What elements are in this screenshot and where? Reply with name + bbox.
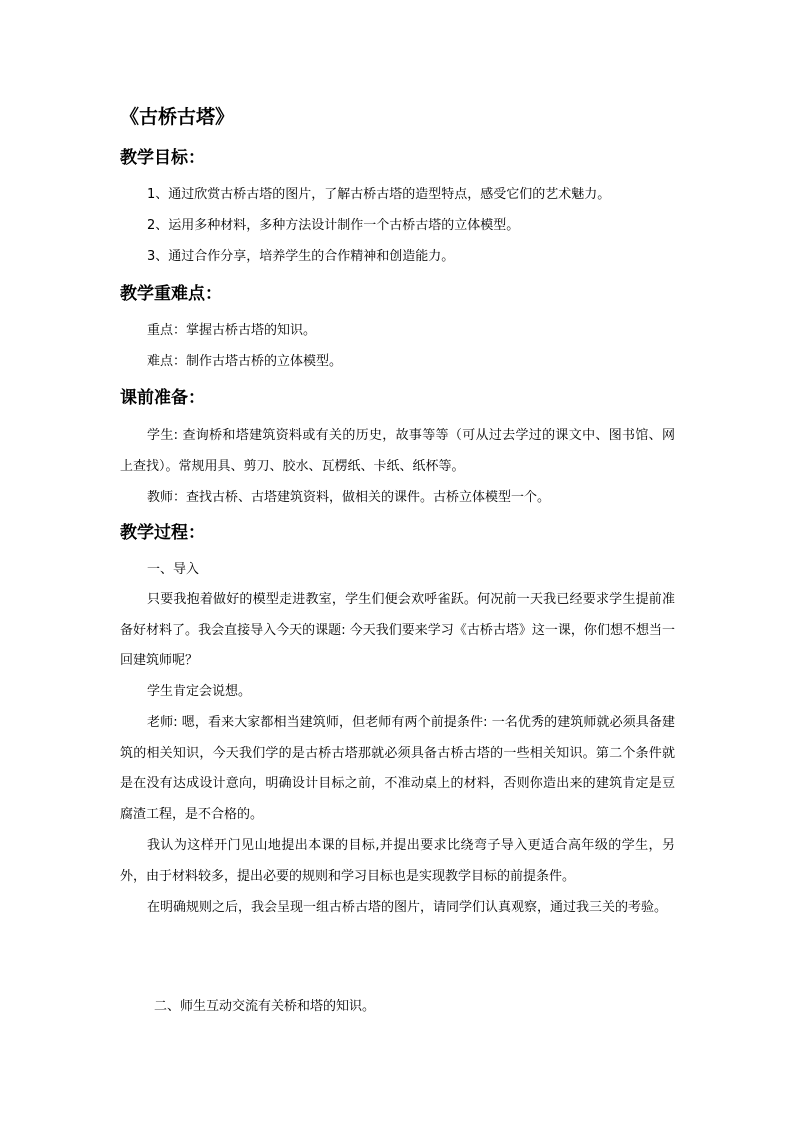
- process-step-2-title: 二、师生互动交流有关桥和塔的知识。: [154, 999, 376, 1014]
- preparation-heading: 课前准备：: [120, 388, 205, 408]
- process-heading: 教学过程：: [120, 523, 205, 543]
- process-paragraph-3: 老师: 嗯，看来大家都相当建筑师，但老师有两个前提条件: 一名优秀的建筑师就必须具备建筑的相关知识，今天我们学的是古桥古塔那就必须具备古桥古塔的一些相关知识。第二个条件就是在没有达成设计意向，明确设计目标之前，不准动桌上的材料，否则你造出来的建筑肯定是豆腐渣工程，是不合格的。: [120, 715, 675, 822]
- objectives-heading: 教学目标：: [120, 148, 205, 168]
- process-paragraph-1: 只要我抱着做好的模型走进教室，学生们便会欢呼雀跃。何况前一天我已经要求学生提前准备好材料了。我会直接导入今天的课题: 今天我们要来学习《古桥古塔》这一课，你们想不想当一回建筑师呢？: [120, 592, 675, 668]
- process-step-1-title: 一、导入: [147, 562, 200, 577]
- objective-item-3: 3、通过合作分享，培养学生的合作精神和创造能力。: [147, 249, 455, 264]
- process-paragraph-2: 学生肯定会说想。: [147, 684, 252, 699]
- key-point-item-1: 重点：掌握古桥古塔的知识。: [147, 323, 317, 338]
- preparation-student: 学生: 查询桥和塔建筑资料或有关的历史，故事等等（可从过去学过的课文中、图书馆、网上查找）。常规用具、剪刀、胶水、瓦楞纸、卡纸、纸杯等。: [120, 428, 675, 474]
- key-points-heading: 教学重难点：: [120, 284, 222, 304]
- objective-item-2: 2、运用多种材料，多种方法设计制作一个古桥古塔的立体模型。: [147, 218, 520, 233]
- process-paragraph-4: 我认为这样开门见山地提出本课的目标,并提出要求比绕弯子导入更适合高年级的学生，另外，由于材料较多，提出必要的规则和学习目标也是实现教学目标的前提条件。: [120, 838, 675, 884]
- preparation-teacher: 教师：查找古桥、古塔建筑资料，做相关的课件。古桥立体模型一个。: [147, 490, 551, 505]
- process-paragraph-5: 在明确规则之后，我会呈现一组古桥古塔的图片，请同学们认真观察，通过我三关的考验。: [147, 900, 668, 915]
- objective-item-1: 1、通过欣赏古桥古塔的图片，了解古桥古塔的造型特点，感受它们的艺术魅力。: [147, 187, 611, 202]
- document-title: 《古桥古塔》: [120, 106, 235, 128]
- key-point-item-2: 难点：制作古塔古桥的立体模型。: [147, 354, 343, 369]
